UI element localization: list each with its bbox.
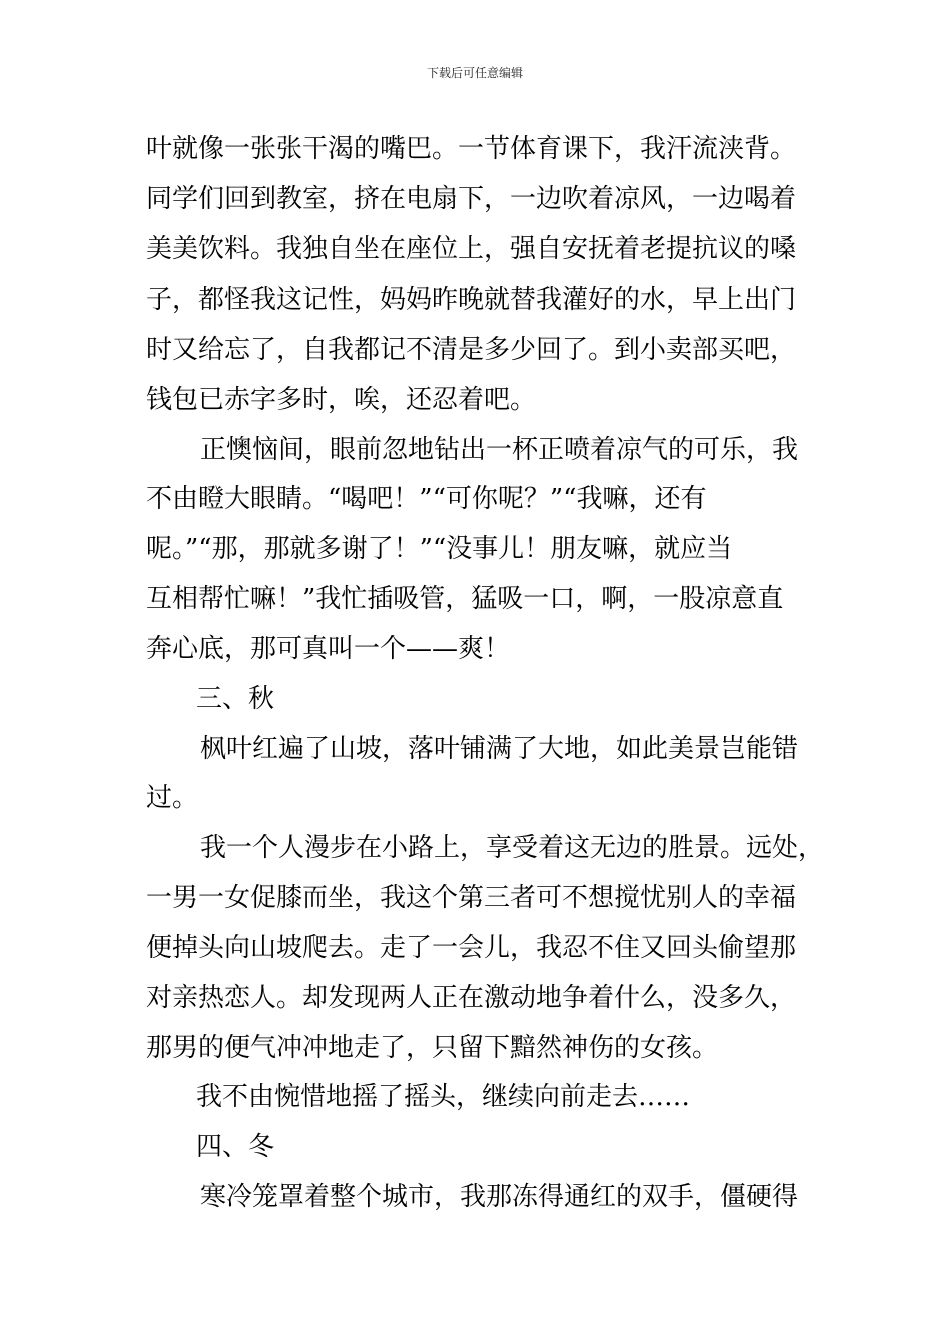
text-line: 那男的便气冲冲地走了，只留下黯然神伤的女孩。 bbox=[146, 1033, 719, 1063]
text-line: 寒冷笼罩着整个城市，我那冻得通红的双手，僵硬得 bbox=[200, 1182, 799, 1212]
section-heading: 三、秋 bbox=[196, 684, 275, 714]
text-line: 呢。”“那，那就多谢了！”“没事儿！朋友嘛，就应当 bbox=[146, 534, 733, 564]
page-header: 下载后可任意编辑 bbox=[426, 66, 523, 80]
text-line: 互相帮忙嘛！”我忙插吸管，猛吸一口，啊，一股凉意直 bbox=[146, 584, 784, 614]
text-line: 时又给忘了，自我都记不清是多少回了。到小卖部买吧， bbox=[146, 335, 797, 365]
text-line: 正懊恼间，眼前忽地钻出一杯正喷着凉气的可乐，我 bbox=[200, 435, 799, 465]
text-line: 我不由惋惜地摇了摇头，继续向前走去…… bbox=[196, 1082, 691, 1112]
text-line: 叶就像一张张干渴的嘴巴。一节体育课下，我汗流浃背。 bbox=[146, 134, 797, 164]
text-line: 钱包已赤字多时，唉，还忍着吧。 bbox=[146, 385, 537, 415]
text-line: 对亲热恋人。却发现两人正在激动地争着什么，没多久， bbox=[146, 983, 797, 1013]
text-line: 过。 bbox=[146, 783, 199, 813]
text-line: 枫叶红遍了山坡，落叶铺满了大地，如此美景岂能错 bbox=[200, 734, 799, 764]
text-line: 一男一女促膝而坐，我这个第三者可不想搅忧别人的幸福 bbox=[146, 883, 797, 913]
text-line: 同学们回到教室，挤在电扇下，一边吹着凉风，一边喝着 bbox=[146, 184, 797, 214]
text-line: 子，都怪我这记性，妈妈昨晚就替我灌好的水，早上出门 bbox=[146, 285, 797, 315]
text-line: 奔心底，那可真叫一个——爽！ bbox=[146, 634, 511, 664]
text-line: 美美饮料。我独自坐在座位上，强自安抚着老提抗议的嗓 bbox=[146, 234, 797, 264]
text-line: 不由瞪大眼睛。“喝吧！”“可你呢？”“我嘛，还有 bbox=[146, 484, 707, 514]
text-line: 我一个人漫步在小路上，享受着这无边的胜景。远处， bbox=[200, 833, 825, 863]
text-line: 便掉头向山坡爬去。走了一会儿，我忍不住又回头偷望那 bbox=[146, 933, 797, 963]
section-heading: 四、冬 bbox=[196, 1132, 275, 1162]
